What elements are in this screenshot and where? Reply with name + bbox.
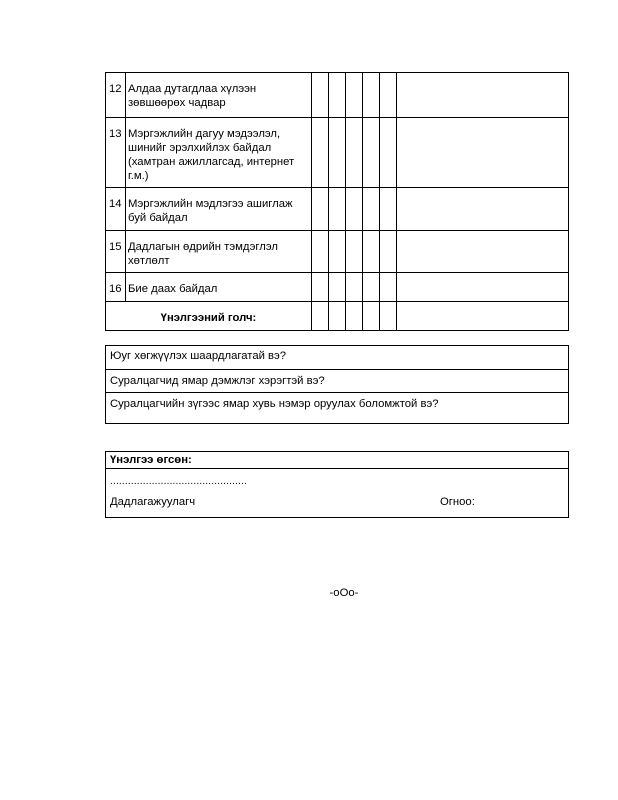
average-cell[interactable] bbox=[312, 302, 329, 331]
note-cell[interactable] bbox=[397, 118, 569, 188]
row-number: 12 bbox=[106, 73, 126, 118]
criterion-text: Мэргэжлийн мэдлэгээ ашиглаж буй байдал bbox=[126, 188, 312, 231]
row-number: 14 bbox=[106, 188, 126, 231]
table-row bbox=[106, 231, 569, 273]
question-development[interactable]: Юуг хөгжүүлэх шаардлагатай вэ? bbox=[110, 350, 287, 362]
criterion-text: Алдаа дутагдлаа хүлээн зөвшөөрөх чадвар bbox=[126, 73, 312, 118]
score-cell[interactable] bbox=[329, 73, 346, 118]
score-cell[interactable] bbox=[312, 118, 329, 188]
row-number: 16 bbox=[106, 273, 126, 302]
date-label: Огноо: bbox=[440, 496, 475, 508]
average-cell[interactable] bbox=[329, 302, 346, 331]
signature-line[interactable]: .............................................. bbox=[110, 476, 248, 487]
evaluator-body bbox=[106, 468, 568, 517]
score-cell[interactable] bbox=[380, 118, 397, 188]
score-cell[interactable] bbox=[380, 188, 397, 231]
score-cell[interactable] bbox=[312, 188, 329, 231]
total-label: Үнэлгээний голч: bbox=[106, 302, 312, 331]
criterion-text: Бие даах байдал bbox=[126, 273, 312, 302]
row-number: 15 bbox=[106, 231, 126, 273]
average-cell[interactable] bbox=[363, 302, 380, 331]
score-cell[interactable] bbox=[329, 273, 346, 302]
score-cell[interactable] bbox=[329, 231, 346, 273]
score-cell[interactable] bbox=[363, 118, 380, 188]
score-cell[interactable] bbox=[380, 73, 397, 118]
table-row bbox=[106, 273, 569, 302]
score-cell[interactable] bbox=[380, 273, 397, 302]
average-cell[interactable] bbox=[380, 302, 397, 331]
question-contribution[interactable]: Суралцагчийн зүгээс ямар хувь нэмэр оруулах боломжтой вэ? bbox=[106, 392, 568, 415]
questions-box bbox=[105, 345, 569, 424]
score-cell[interactable] bbox=[329, 188, 346, 231]
score-cell[interactable] bbox=[346, 273, 363, 302]
table-row bbox=[106, 73, 569, 118]
note-cell[interactable] bbox=[397, 231, 569, 273]
evaluation-table bbox=[105, 72, 569, 331]
score-cell[interactable] bbox=[363, 273, 380, 302]
note-cell[interactable] bbox=[397, 273, 569, 302]
average-cell[interactable] bbox=[346, 302, 363, 331]
row-number: 13 bbox=[106, 118, 126, 188]
score-cell[interactable] bbox=[329, 118, 346, 188]
question-support[interactable]: Суралцагчид ямар дэмжлэг хэрэгтэй вэ? bbox=[106, 369, 568, 392]
table-row bbox=[106, 188, 569, 231]
score-cell[interactable] bbox=[363, 231, 380, 273]
note-cell[interactable] bbox=[397, 302, 569, 331]
end-mark: -oOo- bbox=[329, 587, 359, 599]
note-cell[interactable] bbox=[397, 188, 569, 231]
evaluator-heading: Үнэлгээ өгсөн: bbox=[110, 454, 192, 466]
score-cell[interactable] bbox=[380, 231, 397, 273]
question-spacer bbox=[106, 415, 568, 423]
score-cell[interactable] bbox=[312, 273, 329, 302]
score-cell[interactable] bbox=[312, 231, 329, 273]
evaluator-box bbox=[105, 451, 569, 518]
score-cell[interactable] bbox=[346, 188, 363, 231]
score-cell[interactable] bbox=[346, 231, 363, 273]
score-cell[interactable] bbox=[363, 73, 380, 118]
table-row bbox=[106, 118, 569, 188]
criterion-text: Мэргэжлийн дагуу мэдээлэл, шинийг эрэлхийлэх байдал (хамтран ажиллагсад, интернет г.м.) bbox=[126, 118, 312, 188]
note-cell[interactable] bbox=[397, 73, 569, 118]
criterion-text: Дадлагын өдрийн тэмдэглэл хөтлөлт bbox=[126, 231, 312, 273]
score-cell[interactable] bbox=[312, 73, 329, 118]
score-cell[interactable] bbox=[363, 188, 380, 231]
score-cell[interactable] bbox=[346, 118, 363, 188]
supervisor-label: Дадлагажуулагч bbox=[110, 496, 196, 508]
total-row bbox=[106, 302, 569, 331]
score-cell[interactable] bbox=[346, 73, 363, 118]
